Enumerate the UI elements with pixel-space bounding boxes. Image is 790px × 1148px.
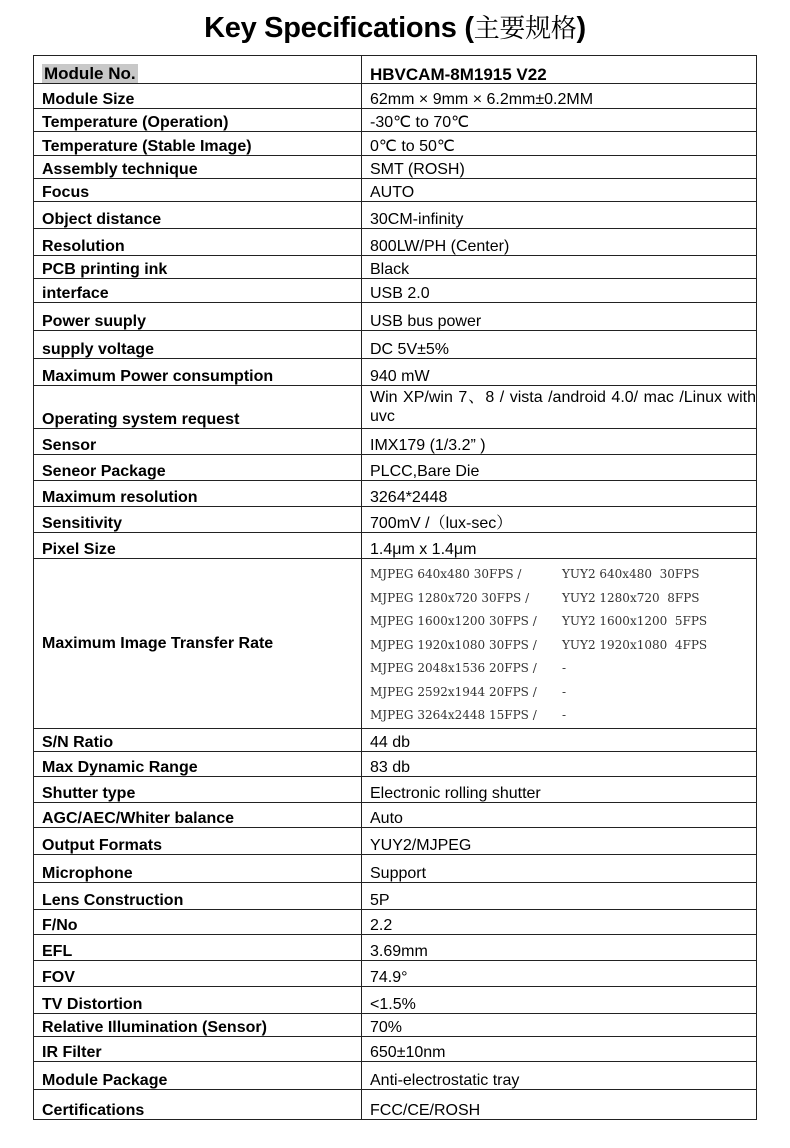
- spec-label: Temperature (Stable Image): [34, 132, 362, 156]
- spec-label: Temperature (Operation): [34, 109, 362, 132]
- spec-label: Focus: [34, 179, 362, 202]
- table-row: [34, 802, 757, 827]
- table-row: [34, 728, 757, 751]
- spec-label: AGC/AEC/Whiter balance: [34, 802, 362, 827]
- spec-value: 44 db: [362, 728, 757, 751]
- table-row: [34, 533, 757, 559]
- transfer-rate-line: MJPEG 3264x2448 15FPS / -: [370, 708, 567, 722]
- spec-label: EFL: [34, 934, 362, 960]
- table-row: [34, 331, 757, 359]
- spec-label: interface: [34, 279, 362, 303]
- spec-value: 800LW/PH (Center): [362, 229, 757, 256]
- transfer-rate-line: MJPEG 640x480 30FPS / YUY2 640x480 30FPS: [370, 567, 700, 581]
- spec-value: 30CM-infinity: [362, 202, 757, 229]
- table-row: [34, 751, 757, 776]
- spec-value: 62mm × 9mm × 6.2mm±0.2MM: [362, 84, 757, 109]
- table-row: [34, 429, 757, 455]
- table-row: [34, 934, 757, 960]
- table-row: [34, 202, 757, 229]
- spec-label: Sensor: [34, 429, 362, 455]
- spec-label: Assembly technique: [34, 156, 362, 179]
- spec-label: Pixel Size: [34, 533, 362, 559]
- table-row: [34, 1036, 757, 1061]
- spec-label: Module Package: [34, 1061, 362, 1089]
- spec-value: USB bus power: [362, 303, 757, 331]
- spec-value: 1.4μm x 1.4μm: [362, 533, 757, 559]
- spec-value: <1.5%: [362, 986, 757, 1013]
- transfer-rate-line: MJPEG 1280x720 30FPS / YUY2 1280x720 8FPS: [370, 590, 700, 605]
- spec-label: Relative Illumination (Sensor): [34, 1013, 362, 1036]
- spec-value: USB 2.0: [362, 279, 757, 303]
- table-row: [34, 84, 757, 109]
- table-row-header: [34, 56, 757, 84]
- spec-value: 650±10nm: [362, 1036, 757, 1061]
- spec-value: 3.69mm: [362, 934, 757, 960]
- table-row: [34, 854, 757, 882]
- page-title: Key Specifications (主要规格): [204, 12, 586, 44]
- table-row: [34, 455, 757, 481]
- spec-value: 3264*2448: [362, 481, 757, 507]
- spec-value: AUTO: [362, 179, 757, 202]
- module-no-value: HBVCAM-8M1915 V22: [362, 56, 757, 84]
- spec-label: Shutter type: [34, 776, 362, 802]
- table-row: [34, 229, 757, 256]
- spec-value: 0℃ to 50℃: [362, 132, 757, 156]
- table-row: [34, 1089, 757, 1119]
- spec-label: S/N Ratio: [34, 728, 362, 751]
- spec-value: SMT (ROSH): [362, 156, 757, 179]
- spec-label: F/No: [34, 909, 362, 934]
- spec-label: Object distance: [34, 202, 362, 229]
- table-row: [34, 882, 757, 909]
- spec-value: Win XP/win 7、8 / vista /android 4.0/ mac /Linux with uvc: [362, 386, 757, 429]
- spec-value: Auto: [362, 802, 757, 827]
- table-row: [34, 1013, 757, 1036]
- spec-label: FOV: [34, 960, 362, 986]
- spec-label: Maximum Image Transfer Rate: [34, 559, 362, 729]
- table-row-transfer-rate: [34, 559, 757, 729]
- spec-value: 83 db: [362, 751, 757, 776]
- spec-value: 5P: [362, 882, 757, 909]
- spec-value: 940 mW: [362, 359, 757, 386]
- table-row: [34, 960, 757, 986]
- spec-label: PCB printing ink: [34, 256, 362, 279]
- table-row: [34, 1061, 757, 1089]
- spec-label: Seneor Package: [34, 455, 362, 481]
- spec-label: Power suuply: [34, 303, 362, 331]
- table-row: [34, 827, 757, 854]
- spec-value: 70%: [362, 1013, 757, 1036]
- spec-value: Support: [362, 854, 757, 882]
- table-row: [34, 256, 757, 279]
- spec-value: PLCC,Bare Die: [362, 455, 757, 481]
- spec-value: YUY2/MJPEG: [362, 827, 757, 854]
- transfer-rate-line: MJPEG 1600x1200 30FPS / YUY2 1600x1200 5FPS: [370, 614, 708, 628]
- spec-label: Module Size: [34, 84, 362, 109]
- spec-label: IR Filter: [34, 1036, 362, 1061]
- spec-value: 2.2: [362, 909, 757, 934]
- spec-table: [33, 55, 757, 1120]
- spec-label: Max Dynamic Range: [34, 751, 362, 776]
- spec-label: Operating system request: [34, 386, 362, 429]
- spec-value: Black: [362, 256, 757, 279]
- table-row: [34, 909, 757, 934]
- spec-value: [362, 559, 757, 729]
- spec-value: Electronic rolling shutter: [362, 776, 757, 802]
- spec-value: IMX179 (1/3.2” ): [362, 429, 757, 455]
- transfer-rate-line: MJPEG 2048x1536 20FPS / -: [370, 661, 567, 675]
- table-row: [34, 507, 757, 533]
- spec-label: Output Formats: [34, 827, 362, 854]
- table-row: [34, 481, 757, 507]
- spec-label: TV Distortion: [34, 986, 362, 1013]
- spec-label: Sensitivity: [34, 507, 362, 533]
- table-row: [34, 986, 757, 1013]
- table-row: [34, 279, 757, 303]
- spec-label: Microphone: [34, 854, 362, 882]
- spec-label: Maximum Power consumption: [34, 359, 362, 386]
- spec-value: FCC/CE/ROSH: [362, 1089, 757, 1119]
- spec-value: 74.9°: [362, 960, 757, 986]
- table-row: [34, 776, 757, 802]
- transfer-rate-line: MJPEG 1920x1080 30FPS / YUY2 1920x1080 4FPS: [370, 637, 708, 652]
- table-row: [34, 179, 757, 202]
- table-row: [34, 156, 757, 179]
- transfer-rate-line: MJPEG 2592x1944 20FPS / -: [370, 684, 567, 699]
- spec-label: Maximum resolution: [34, 481, 362, 507]
- spec-value: -30℃ to 70℃: [362, 109, 757, 132]
- spec-value: 700mV /（lux-sec）: [362, 507, 757, 533]
- table-row: [34, 386, 757, 429]
- spec-value: Anti-electrostatic tray: [362, 1061, 757, 1089]
- spec-value: DC 5V±5%: [362, 331, 757, 359]
- spec-label: Certifications: [34, 1089, 362, 1119]
- module-no-label: Module No.: [44, 64, 136, 83]
- spec-label: Lens Construction: [34, 882, 362, 909]
- table-row: [34, 109, 757, 132]
- table-row: [34, 132, 757, 156]
- spec-label: supply voltage: [34, 331, 362, 359]
- table-row: [34, 359, 757, 386]
- spec-label: Resolution: [34, 229, 362, 256]
- table-row: [34, 303, 757, 331]
